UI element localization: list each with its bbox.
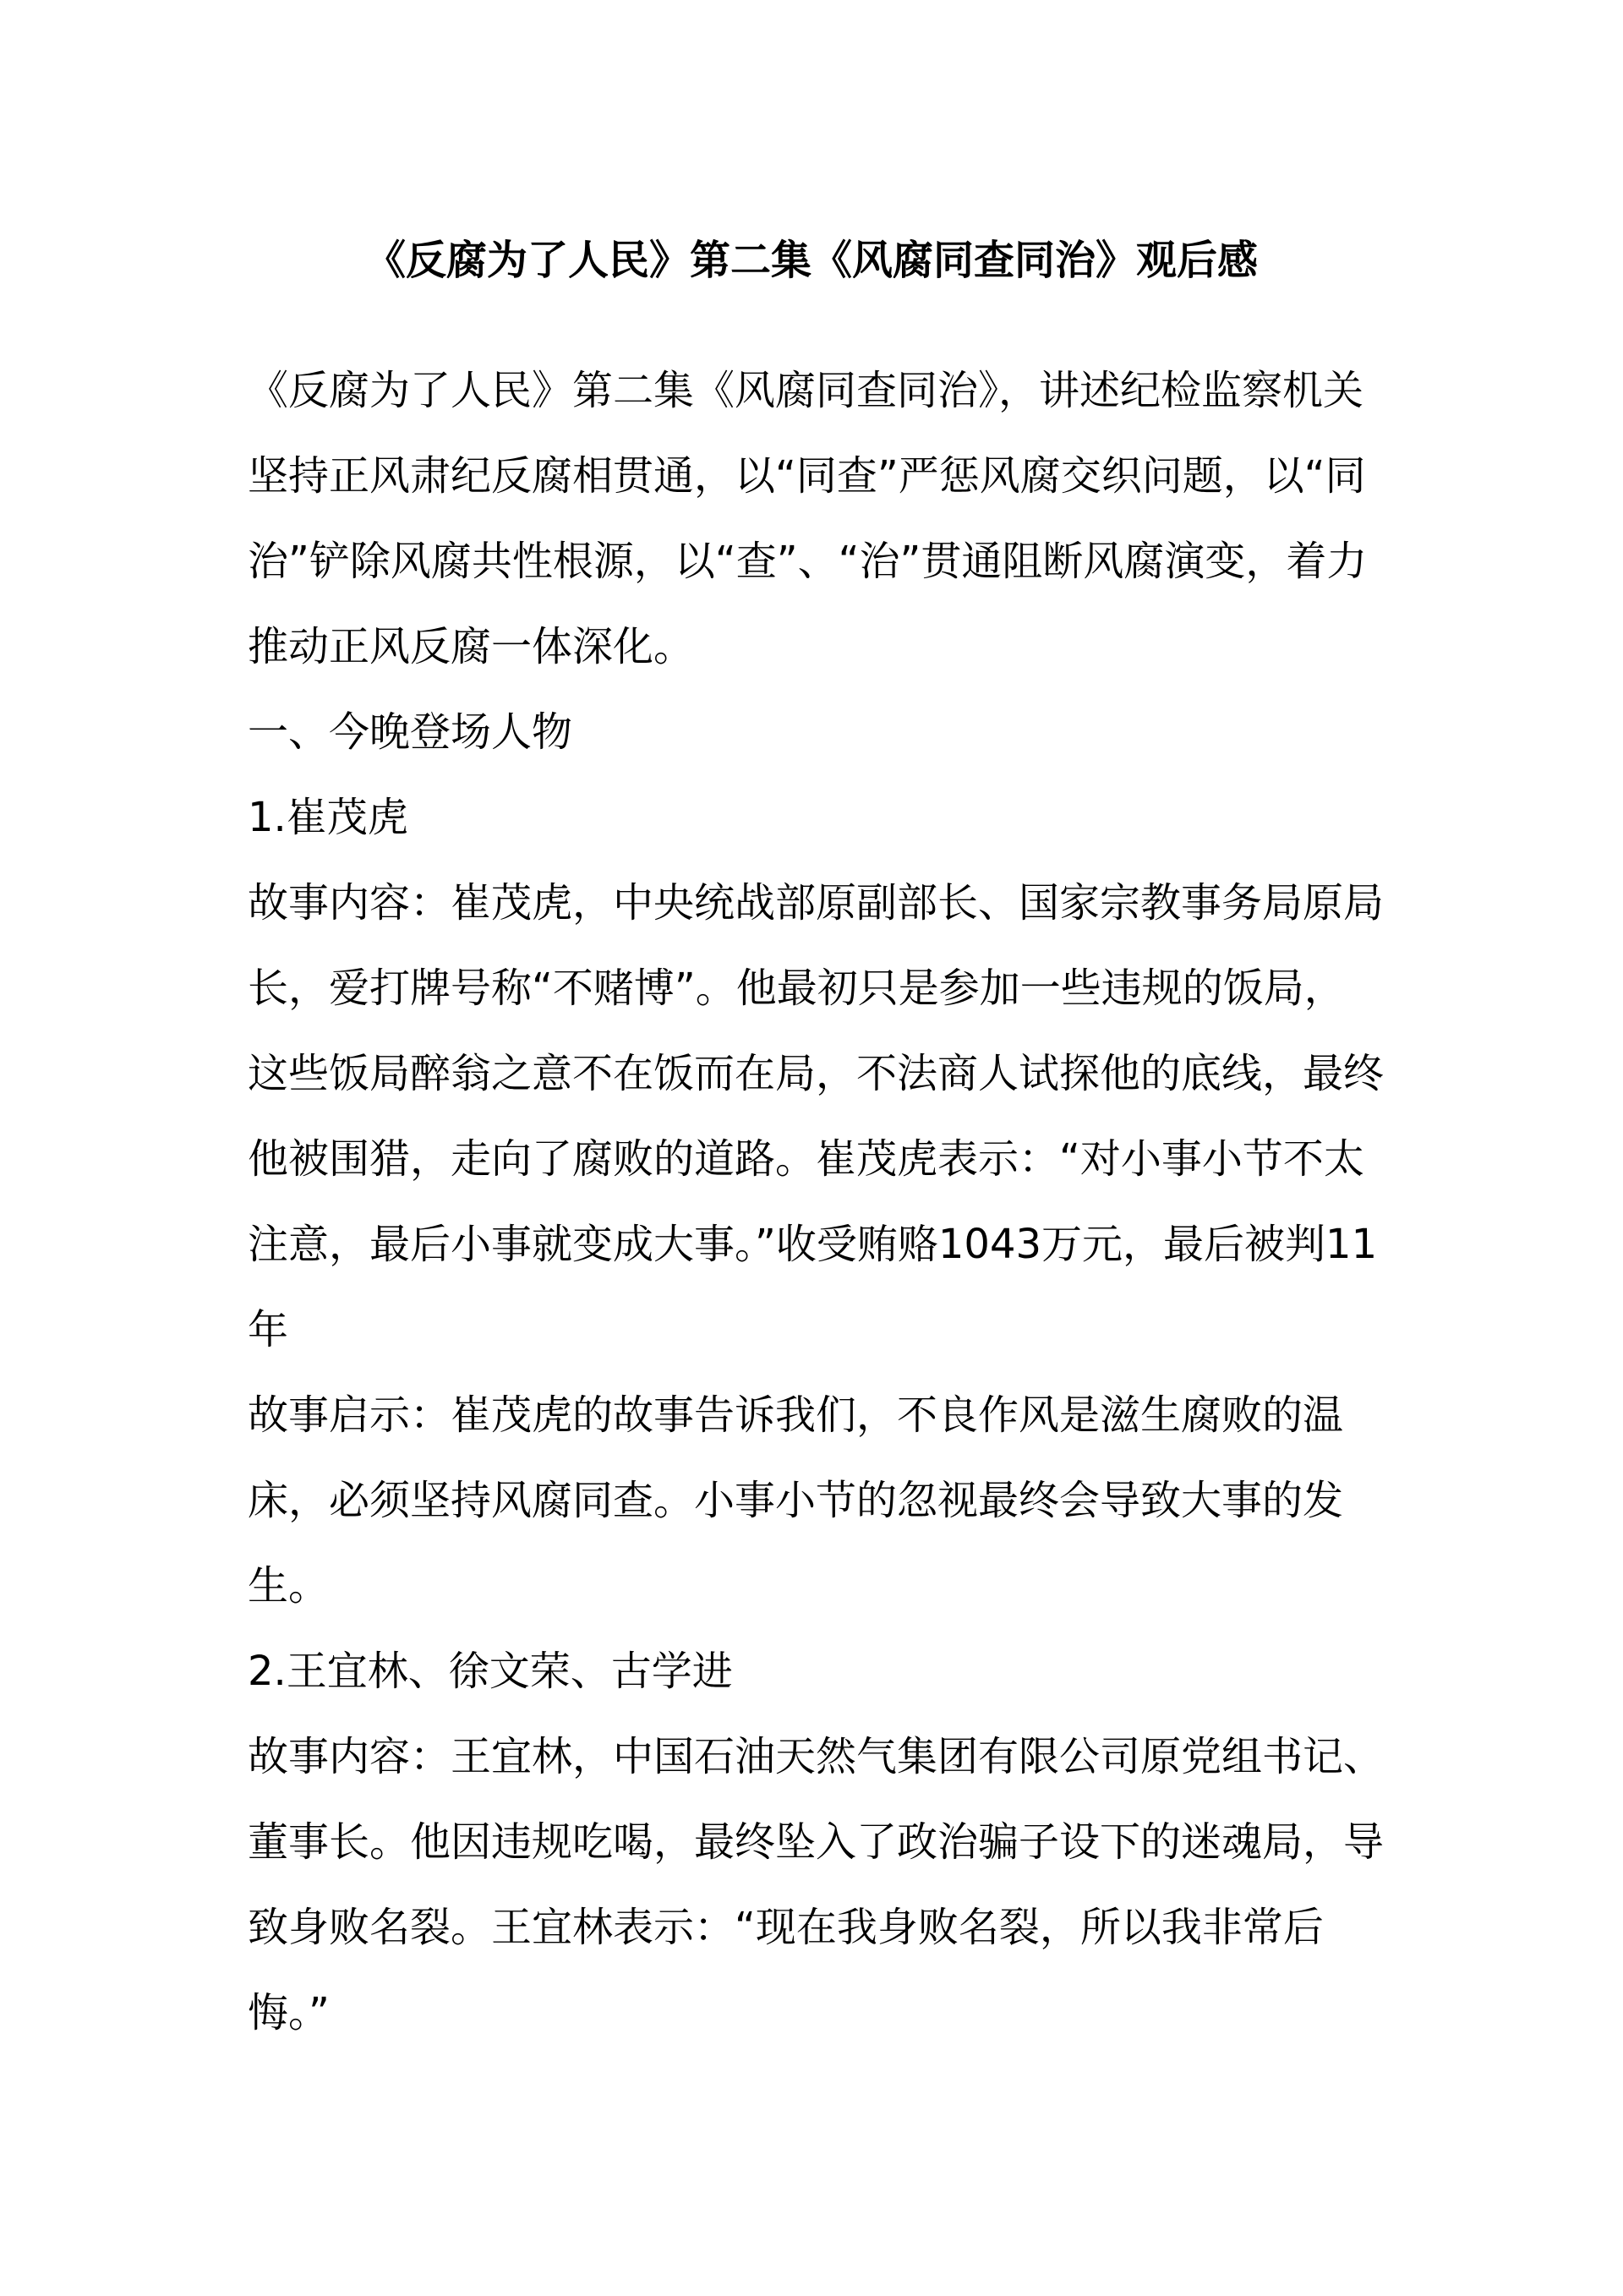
story-content-paragraph: 故事内容：崔茂虎，中央统战部原副部长、国家宗教事务局原局长，爱打牌号称“不赌博”。他最初只是参加一些违规的饭局，这些饭局醉翁之意不在饭而在局，不法商人试探他的底线，最终他被围猎，走向了腐败的道路。崔茂虎表示：“对小事小节不太注意，最后小事就变成大事。”收受贿赂1043万元，最后被判11年	[248, 879, 1385, 1353]
subsection-heading: 2.王宜林、徐文荣、古学进	[248, 1648, 733, 1695]
intro-paragraph: 《反腐为了人民》第二集《风腐同查同治》，讲述纪检监察机关坚持正风肃纪反腐相贯通，以“同查”严惩风腐交织问题，以“同治”铲除风腐共性根源，以“查”、“治”贯通阻断风腐演变，着力推动正风反腐一体深化。	[248, 367, 1368, 670]
subsection-heading: 1.崔茂虎	[248, 794, 408, 841]
section-heading: 一、今晚登场人物	[248, 708, 573, 756]
document-body	[248, 348, 1385, 2056]
document-title: 《反腐为了人民》第二集《风腐同查同治》观后感	[364, 237, 1258, 284]
story-content-paragraph: 故事内容：王宜林，中国石油天然气集团有限公司原党组书记、董事长。他因违规吃喝，最终坠入了政治骗子设下的迷魂局，导致身败名裂。王宜林表示：“现在我身败名裂，所以我非常后悔。”	[248, 1733, 1385, 2036]
story-lesson-paragraph: 故事启示：崔茂虎的故事告诉我们，不良作风是滋生腐败的温床，必须坚持风腐同查。小事小节的忽视最终会导致大事的发生。	[248, 1391, 1344, 1610]
